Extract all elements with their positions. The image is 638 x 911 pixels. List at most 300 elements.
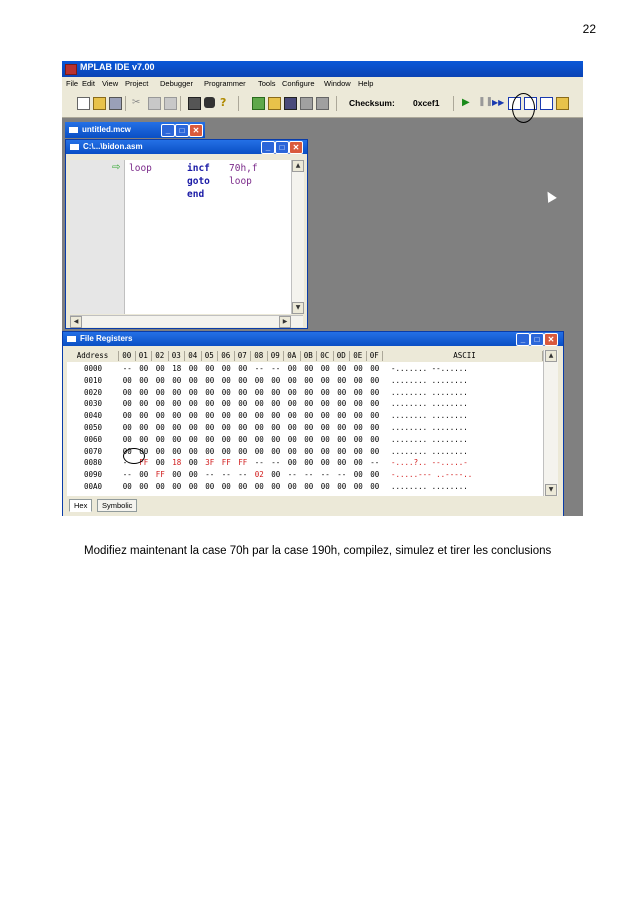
register-ascii: ........ ........ xyxy=(391,387,468,397)
register-cell[interactable]: 00 xyxy=(139,446,149,456)
register-cell[interactable]: 02 xyxy=(254,470,264,480)
register-cell[interactable]: 00 xyxy=(155,375,165,385)
register-cell[interactable]: 00 xyxy=(353,458,363,468)
register-cell[interactable]: 00 xyxy=(320,434,330,444)
toolbar-separator xyxy=(125,96,126,111)
column-header-address: Address xyxy=(67,351,119,361)
app-title: MPLAB IDE v7.00 xyxy=(80,62,155,72)
maximize-button[interactable]: □ xyxy=(175,124,189,137)
column-header-0f: 0F xyxy=(367,351,384,361)
halt-icon[interactable]: ❚❚ xyxy=(478,97,494,107)
register-cell[interactable]: 00 xyxy=(155,399,165,409)
register-cell[interactable]: 00 xyxy=(370,446,380,456)
tab-symbolic[interactable]: Symbolic xyxy=(97,499,137,512)
column-header-00: 00 xyxy=(119,351,136,361)
register-cell[interactable]: 00 xyxy=(370,387,380,397)
register-cell[interactable]: 00 xyxy=(320,482,330,491)
register-cell[interactable]: 00 xyxy=(353,482,363,491)
minimize-button[interactable]: _ xyxy=(261,141,275,154)
copy-icon[interactable] xyxy=(148,97,161,110)
register-cell[interactable]: 00 xyxy=(370,434,380,444)
register-cell[interactable]: 00 xyxy=(370,423,380,432)
scroll-down-icon[interactable]: ▼ xyxy=(292,302,304,314)
editor-window xyxy=(65,139,308,329)
register-cell[interactable]: 00 xyxy=(238,446,248,456)
editor-window-title: C:\...\bidon.asm xyxy=(83,142,143,151)
register-cell[interactable]: 00 xyxy=(188,482,198,491)
register-cell[interactable]: 00 xyxy=(370,482,380,491)
register-cell[interactable]: 00 xyxy=(172,387,182,397)
register-address: 0000 xyxy=(83,364,103,373)
register-cell[interactable]: 00 xyxy=(287,458,297,468)
app-titlebar xyxy=(62,61,583,77)
find-binoculars-icon[interactable] xyxy=(204,97,215,108)
register-cell[interactable]: 00 xyxy=(205,375,215,385)
register-cell[interactable]: 00 xyxy=(287,399,297,409)
register-cell[interactable]: 00 xyxy=(337,364,347,373)
register-cell[interactable]: 00 xyxy=(271,399,281,409)
register-cell[interactable]: 00 xyxy=(122,423,132,432)
register-address: 0050 xyxy=(83,423,103,432)
register-cell[interactable]: -- xyxy=(271,364,281,373)
register-cell[interactable]: 00 xyxy=(304,387,314,397)
register-cell[interactable]: 00 xyxy=(172,446,182,456)
code-editor[interactable] xyxy=(125,160,291,314)
register-cell[interactable]: -- xyxy=(122,470,132,480)
column-header-08: 08 xyxy=(251,351,268,361)
register-cell[interactable]: 00 xyxy=(155,423,165,432)
register-cell[interactable]: 00 xyxy=(221,423,231,432)
cut-icon[interactable]: ✂ xyxy=(132,97,141,108)
register-ascii: ........ ........ xyxy=(391,399,468,409)
register-cell[interactable]: 00 xyxy=(238,387,248,397)
run-icon[interactable]: ▶ xyxy=(462,97,470,108)
register-cell[interactable]: -- xyxy=(287,470,297,480)
register-cell[interactable]: -- xyxy=(337,470,347,480)
column-header-0d: 0D xyxy=(334,351,351,361)
register-cell[interactable]: 00 xyxy=(304,434,314,444)
mplab-logo-icon xyxy=(65,64,77,75)
reset-icon[interactable] xyxy=(556,97,569,110)
register-cell[interactable]: 00 xyxy=(271,375,281,385)
menu-edit[interactable]: Edit xyxy=(82,79,95,88)
register-cell[interactable]: 00 xyxy=(254,375,264,385)
file-registers-window xyxy=(62,331,564,516)
minimize-button[interactable]: _ xyxy=(161,124,175,137)
register-cell[interactable]: 00 xyxy=(370,399,380,409)
register-cell[interactable]: 00 xyxy=(304,375,314,385)
editor-vertical-scrollbar[interactable] xyxy=(291,160,304,314)
register-cell[interactable]: 00 xyxy=(172,399,182,409)
page-caption: Modifiez maintenant la case 70h par la case 190h, compilez, simulez et tirer les conclusions xyxy=(84,545,552,557)
register-cell[interactable]: 00 xyxy=(139,423,149,432)
register-header-row xyxy=(67,350,543,362)
register-cell[interactable]: 00 xyxy=(370,470,380,480)
register-cell[interactable]: 00 xyxy=(254,399,264,409)
scroll-right-icon[interactable]: ▶ xyxy=(279,316,291,328)
register-cell[interactable]: 00 xyxy=(221,446,231,456)
register-cell[interactable]: 00 xyxy=(139,470,149,480)
scroll-down-icon[interactable]: ▼ xyxy=(545,484,557,496)
register-cell[interactable]: 00 xyxy=(122,411,132,421)
register-cell[interactable]: 00 xyxy=(155,434,165,444)
register-cell[interactable]: 00 xyxy=(370,411,380,421)
register-cell[interactable]: 00 xyxy=(337,411,347,421)
register-address: 0030 xyxy=(83,399,103,409)
register-cell[interactable]: 00 xyxy=(155,364,165,373)
register-cell[interactable]: 00 xyxy=(238,364,248,373)
register-cell[interactable]: 00 xyxy=(254,423,264,432)
page-number: 22 xyxy=(582,22,596,36)
register-cell[interactable]: 00 xyxy=(155,411,165,421)
register-cell[interactable]: 00 xyxy=(287,375,297,385)
register-cell[interactable]: 00 xyxy=(337,423,347,432)
step-out-icon[interactable] xyxy=(540,97,553,110)
register-cell[interactable]: 00 xyxy=(205,364,215,373)
make-icon[interactable] xyxy=(316,97,329,110)
column-header-06: 06 xyxy=(218,351,235,361)
column-header-04: 04 xyxy=(185,351,202,361)
register-cell[interactable]: 00 xyxy=(271,470,281,480)
register-cell[interactable]: 00 xyxy=(122,482,132,491)
register-cell[interactable]: 00 xyxy=(155,482,165,491)
register-cell[interactable]: 00 xyxy=(304,446,314,456)
register-address: 0090 xyxy=(83,470,103,480)
scroll-up-icon[interactable]: ▲ xyxy=(545,350,557,362)
column-header-02: 02 xyxy=(152,351,169,361)
register-cell[interactable]: 00 xyxy=(353,399,363,409)
register-cell[interactable]: 00 xyxy=(139,364,149,373)
register-cell[interactable]: 00 xyxy=(139,482,149,491)
register-cell[interactable]: 00 xyxy=(287,434,297,444)
mplab-screenshot xyxy=(62,61,583,516)
register-cell[interactable]: 00 xyxy=(188,364,198,373)
register-cell[interactable]: 00 xyxy=(188,434,198,444)
register-cell[interactable]: -- xyxy=(304,470,314,480)
open-project-icon[interactable] xyxy=(268,97,281,110)
toolbar-separator xyxy=(453,96,454,111)
register-cell[interactable]: 00 xyxy=(254,446,264,456)
code-instruction: incf xyxy=(187,163,210,174)
register-cell[interactable]: 00 xyxy=(287,387,297,397)
register-cell[interactable]: 00 xyxy=(370,364,380,373)
register-cell[interactable]: 00 xyxy=(337,399,347,409)
register-cell[interactable]: 00 xyxy=(188,399,198,409)
column-header-05: 05 xyxy=(202,351,219,361)
close-button[interactable]: ✕ xyxy=(544,333,558,346)
register-cell[interactable]: 00 xyxy=(172,375,182,385)
register-cell[interactable]: -- xyxy=(122,458,132,468)
workspace-window-title: untitled.mcw xyxy=(82,125,131,134)
register-cell[interactable]: 00 xyxy=(122,446,132,456)
register-cell[interactable]: 00 xyxy=(238,399,248,409)
register-cell[interactable]: 3F xyxy=(205,458,215,468)
new-file-icon[interactable] xyxy=(77,97,90,110)
register-ascii: -....?.. --.....- xyxy=(391,458,468,468)
register-cell[interactable]: -- xyxy=(122,364,132,373)
register-cell[interactable]: 00 xyxy=(205,446,215,456)
help-question-icon[interactable]: ? xyxy=(220,96,227,109)
register-cell[interactable]: 00 xyxy=(139,434,149,444)
register-cell[interactable]: 00 xyxy=(172,434,182,444)
register-cell[interactable]: 00 xyxy=(221,411,231,421)
register-cell[interactable]: 00 xyxy=(320,399,330,409)
menu-bar xyxy=(62,77,583,91)
editor-window-titlebar[interactable] xyxy=(66,140,307,154)
column-header-ascii: ASCII xyxy=(387,351,543,361)
register-cell[interactable]: 00 xyxy=(353,387,363,397)
register-address: 0020 xyxy=(83,387,103,397)
register-cell[interactable]: 00 xyxy=(337,482,347,491)
tab-hex[interactable]: Hex xyxy=(69,499,92,512)
register-cell[interactable]: 00 xyxy=(155,446,165,456)
register-cell[interactable]: FF xyxy=(221,458,231,468)
register-cell[interactable]: 00 xyxy=(320,375,330,385)
close-button[interactable]: ✕ xyxy=(189,124,203,137)
register-cell[interactable]: 00 xyxy=(205,411,215,421)
register-cell[interactable]: 00 xyxy=(188,446,198,456)
register-cell[interactable]: 00 xyxy=(254,482,264,491)
register-address: 0070 xyxy=(83,446,103,456)
register-cell[interactable]: 00 xyxy=(221,399,231,409)
register-cell[interactable]: 00 xyxy=(205,387,215,397)
register-cell[interactable]: 00 xyxy=(353,434,363,444)
menu-project[interactable]: Project xyxy=(125,79,149,88)
register-cell[interactable]: 00 xyxy=(172,470,182,480)
register-cell[interactable]: 00 xyxy=(139,411,149,421)
register-address: 00A0 xyxy=(83,482,103,491)
register-cell[interactable]: -- xyxy=(271,458,281,468)
register-cell[interactable]: 00 xyxy=(205,434,215,444)
annotation-circle-0070 xyxy=(123,448,145,464)
register-cell[interactable]: 00 xyxy=(320,423,330,432)
maximize-button[interactable]: □ xyxy=(530,333,544,346)
editor-horizontal-scrollbar[interactable] xyxy=(70,315,303,327)
register-cell[interactable]: 00 xyxy=(254,411,264,421)
registers-vertical-scrollbar[interactable] xyxy=(543,350,558,496)
register-cell[interactable]: 00 xyxy=(172,411,182,421)
register-cell[interactable]: 00 xyxy=(221,375,231,385)
register-cell[interactable]: -- xyxy=(238,470,248,480)
register-cell[interactable]: 00 xyxy=(139,399,149,409)
register-cell[interactable]: 00 xyxy=(188,387,198,397)
mouse-cursor-icon xyxy=(543,189,557,203)
register-cell[interactable]: 00 xyxy=(353,375,363,385)
register-cell[interactable]: 00 xyxy=(320,458,330,468)
register-cell[interactable]: 00 xyxy=(238,423,248,432)
workspace-window-titlebar[interactable] xyxy=(65,122,205,138)
register-cell[interactable]: 00 xyxy=(139,375,149,385)
register-cell[interactable]: 00 xyxy=(320,411,330,421)
register-cell[interactable]: FF xyxy=(139,458,149,468)
menu-debugger[interactable]: Debugger xyxy=(160,79,193,88)
register-cell[interactable]: 00 xyxy=(238,411,248,421)
minimize-button[interactable]: _ xyxy=(516,333,530,346)
register-cell[interactable]: 00 xyxy=(271,434,281,444)
register-cell[interactable]: 00 xyxy=(122,387,132,397)
register-ascii: ........ ........ xyxy=(391,446,468,456)
menu-configure[interactable]: Configure xyxy=(282,79,315,88)
scroll-up-icon[interactable]: ▲ xyxy=(292,160,304,172)
register-cell[interactable]: 00 xyxy=(221,364,231,373)
column-header-0a: 0A xyxy=(284,351,301,361)
menu-tools[interactable]: Tools xyxy=(258,79,276,88)
workspace-title-wrapper xyxy=(65,123,205,137)
register-cell[interactable]: 00 xyxy=(188,458,198,468)
register-cell[interactable]: 00 xyxy=(337,458,347,468)
register-cell[interactable]: 00 xyxy=(320,387,330,397)
column-header-01: 01 xyxy=(136,351,153,361)
register-cell[interactable]: 00 xyxy=(337,434,347,444)
register-cell[interactable]: 00 xyxy=(238,434,248,444)
register-cell[interactable]: 00 xyxy=(287,411,297,421)
column-header-09: 09 xyxy=(268,351,285,361)
register-grid[interactable] xyxy=(67,350,543,496)
animate-icon[interactable]: ▶▶ xyxy=(492,98,505,107)
register-cell[interactable]: -- xyxy=(221,470,231,480)
editor-gutter xyxy=(70,160,125,314)
register-cell[interactable]: -- xyxy=(370,458,380,468)
register-cell[interactable]: 00 xyxy=(122,434,132,444)
file-registers-titlebar[interactable] xyxy=(63,332,563,346)
register-cell[interactable]: -- xyxy=(205,470,215,480)
column-header-0e: 0E xyxy=(350,351,367,361)
toolbar-separator xyxy=(336,96,337,111)
register-cell[interactable]: 00 xyxy=(370,375,380,385)
register-cell[interactable]: 00 xyxy=(271,387,281,397)
register-ascii: -.....--- ..----.. xyxy=(391,470,473,480)
register-address: 0060 xyxy=(83,434,103,444)
register-ascii: ........ ........ xyxy=(391,375,468,385)
register-cell[interactable]: 00 xyxy=(353,423,363,432)
toolbar xyxy=(62,91,583,118)
register-cell[interactable]: FF xyxy=(238,458,248,468)
register-cell[interactable]: 00 xyxy=(205,423,215,432)
checksum-value: 0xcef1 xyxy=(413,98,440,108)
register-cell[interactable]: 00 xyxy=(221,482,231,491)
register-cell[interactable]: 00 xyxy=(353,446,363,456)
register-cell[interactable]: 00 xyxy=(155,387,165,397)
register-cell[interactable]: 00 xyxy=(254,434,264,444)
register-cell[interactable]: 00 xyxy=(188,375,198,385)
register-cell[interactable]: 18 xyxy=(172,364,182,373)
register-cell[interactable]: 00 xyxy=(271,482,281,491)
menu-programmer[interactable]: Programmer xyxy=(204,79,246,88)
register-cell[interactable]: -- xyxy=(320,470,330,480)
code-label: loop xyxy=(129,163,152,174)
code-operand: loop xyxy=(229,176,252,187)
menu-view[interactable]: View xyxy=(102,79,119,88)
register-ascii: ........ ........ xyxy=(391,411,468,421)
register-cell[interactable]: 00 xyxy=(271,446,281,456)
register-cell[interactable]: 00 xyxy=(353,411,363,421)
register-cell[interactable]: 00 xyxy=(122,375,132,385)
register-ascii: ........ ........ xyxy=(391,423,468,432)
register-cell[interactable]: 00 xyxy=(304,411,314,421)
register-cell[interactable]: 00 xyxy=(172,482,182,491)
register-cell[interactable]: 18 xyxy=(172,458,182,468)
register-cell[interactable]: 00 xyxy=(287,364,297,373)
register-cell[interactable]: 00 xyxy=(205,482,215,491)
code-instruction: end xyxy=(187,189,205,200)
register-cell[interactable]: 00 xyxy=(172,423,182,432)
register-cell[interactable]: 00 xyxy=(353,470,363,480)
register-cell[interactable]: 00 xyxy=(304,364,314,373)
register-cell[interactable]: -- xyxy=(254,364,264,373)
code-operand: 70h,f xyxy=(229,163,258,174)
register-cell[interactable]: 00 xyxy=(155,458,165,468)
toolbar-separator xyxy=(180,96,181,111)
register-ascii: -....... --...... xyxy=(391,364,468,373)
register-cell[interactable]: 00 xyxy=(287,482,297,491)
window-icon xyxy=(67,336,76,342)
menu-help[interactable]: Help xyxy=(358,79,374,88)
register-cell[interactable]: 00 xyxy=(320,364,330,373)
save-project-icon[interactable] xyxy=(284,97,297,110)
register-cell[interactable]: 00 xyxy=(188,470,198,480)
paste-icon[interactable] xyxy=(164,97,177,110)
code-instruction: goto xyxy=(187,176,210,187)
open-folder-icon[interactable] xyxy=(93,97,106,110)
register-cell[interactable]: 00 xyxy=(221,387,231,397)
build-icon[interactable] xyxy=(300,97,313,110)
maximize-button[interactable]: □ xyxy=(275,141,289,154)
register-address: 0010 xyxy=(83,375,103,385)
register-cell[interactable]: 00 xyxy=(188,423,198,432)
save-icon[interactable] xyxy=(109,97,122,110)
register-cell[interactable]: 00 xyxy=(337,375,347,385)
print-icon[interactable] xyxy=(188,97,201,110)
register-cell[interactable]: 00 xyxy=(337,446,347,456)
register-cell[interactable]: 00 xyxy=(287,446,297,456)
column-header-07: 07 xyxy=(235,351,252,361)
annotation-circle-toolbar xyxy=(512,93,535,123)
register-cell[interactable]: 00 xyxy=(122,399,132,409)
register-cell[interactable]: 00 xyxy=(238,482,248,491)
register-cell[interactable]: 00 xyxy=(304,482,314,491)
register-cell[interactable]: 00 xyxy=(205,399,215,409)
register-cell[interactable]: 00 xyxy=(254,387,264,397)
window-icon xyxy=(69,127,78,133)
register-cell[interactable]: 00 xyxy=(139,387,149,397)
menu-file[interactable]: File xyxy=(66,79,79,88)
window-icon xyxy=(70,144,79,150)
register-cell[interactable]: 00 xyxy=(304,423,314,432)
register-cell[interactable]: 00 xyxy=(320,446,330,456)
register-cell[interactable]: -- xyxy=(254,458,264,468)
register-cell[interactable]: 00 xyxy=(271,411,281,421)
column-header-0b: 0B xyxy=(301,351,318,361)
register-cell[interactable]: FF xyxy=(155,470,165,480)
register-cell[interactable]: 00 xyxy=(271,423,281,432)
toolbar-separator xyxy=(238,96,239,111)
register-cell[interactable]: 00 xyxy=(287,423,297,432)
menu-window[interactable]: Window xyxy=(324,79,351,88)
column-header-0c: 0C xyxy=(317,351,334,361)
register-ascii: ........ ........ xyxy=(391,482,468,491)
scroll-left-icon[interactable]: ◀ xyxy=(70,316,82,328)
register-cell[interactable]: 00 xyxy=(188,411,198,421)
register-cell[interactable]: 00 xyxy=(304,458,314,468)
close-button[interactable]: ✕ xyxy=(289,141,303,154)
new-project-icon[interactable] xyxy=(252,97,265,110)
register-cell[interactable]: 00 xyxy=(304,399,314,409)
register-cell[interactable]: 00 xyxy=(221,434,231,444)
column-header-03: 03 xyxy=(169,351,186,361)
register-cell[interactable]: 00 xyxy=(337,387,347,397)
register-cell[interactable]: 00 xyxy=(353,364,363,373)
register-cell[interactable]: 00 xyxy=(238,375,248,385)
